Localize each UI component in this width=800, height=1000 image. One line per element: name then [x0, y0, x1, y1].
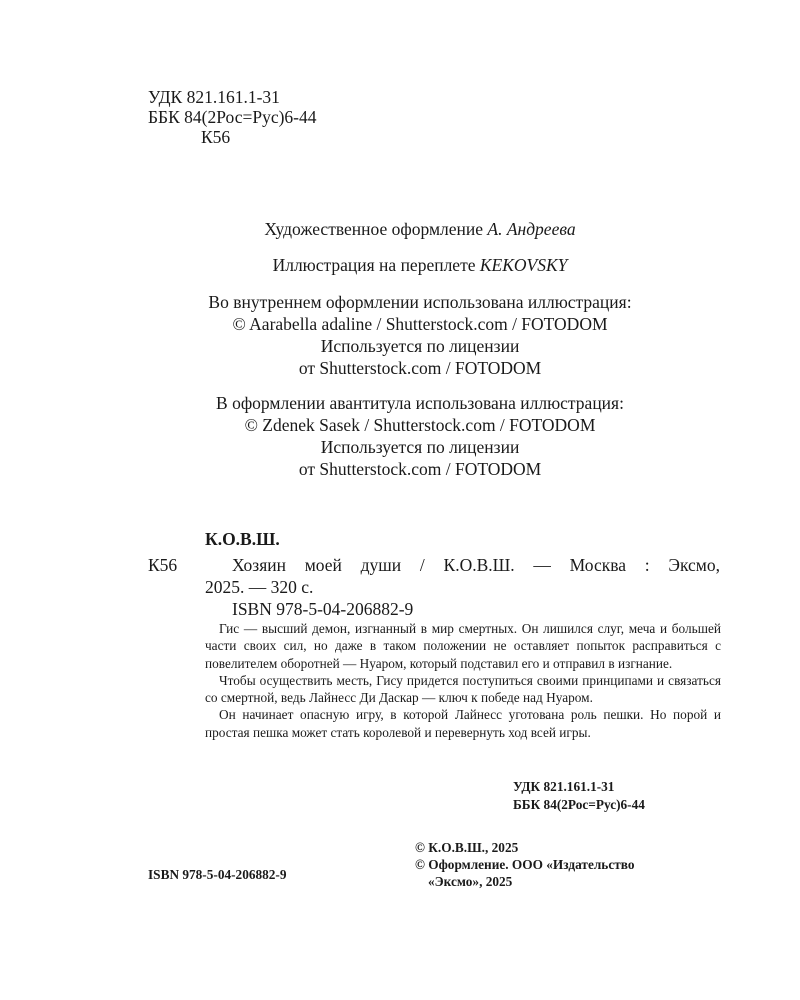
half-title-credit-line: © Zdenek Sasek / Shutterstock.com / FOTODOM [244, 415, 596, 435]
annotation-paragraph: Он начинает опасную игру, в которой Лайнесс уготована роль пешки. Но порой и простая пешка может стать королевой и перевернуть ход всей игры. [205, 707, 721, 740]
cover-credit-name: KEKOVSKY [479, 255, 568, 275]
udk-code: УДК 821.161.1-31 [148, 87, 280, 107]
bbk-code: ББК 84(2Рос=Рус)6-44 [148, 107, 317, 127]
design-credit [120, 218, 720, 240]
half-title-credit-line: Используется по лицензии [320, 437, 520, 457]
catalog-mark: К56 [148, 555, 178, 575]
catalog-author: К.О.В.Ш. [205, 529, 280, 549]
interior-credit-line: Во внутреннем оформлении использована иллюстрация: [208, 292, 632, 312]
copyright-design-cont: «Эксмо», 2025 [428, 874, 513, 889]
footer-isbn: ISBN 978-5-04-206882-9 [148, 867, 287, 882]
catalog-isbn: ISBN 978-5-04-206882-9 [232, 599, 414, 619]
catalog-description: Хозяин моей души / К.О.В.Ш. — Москва : Эксмо, [232, 555, 720, 575]
annotation-paragraph: Гис — высший демон, изгнанный в мир смертных. Он лишился слуг, меча и большей части своих сил, но даже в таком положении не оставляет попыток расправиться с повелителем оборотней — Нуаром, который подставил его и отправил в изгнание. [205, 621, 721, 671]
cover-credit-label: Иллюстрация на переплете [272, 255, 480, 275]
author-mark: К56 [201, 127, 231, 147]
interior-credit-line: © Aarabella adaline / Shutterstock.com / FOTODOM [232, 314, 608, 334]
half-title-credit-line: от Shutterstock.com / FOTODOM [298, 459, 542, 479]
cover-credit [120, 254, 720, 276]
catalog-udk: УДК 821.161.1-31 [513, 779, 615, 794]
half-title-credit-line: В оформлении авантитула использована иллюстрация: [216, 393, 624, 413]
design-credit-name: А. Андреева [487, 219, 576, 239]
annotation-paragraph: Чтобы осуществить месть, Гису придется поступиться своими принципами и связаться со смертной, ведь Лайнесс Ди Даскар — ключ к победе над Нуаром. [205, 672, 721, 706]
copyright-design: © Оформление. ООО «Издательство [415, 857, 635, 872]
design-credit-label: Художественное оформление [264, 219, 488, 239]
catalog-description-cont: 2025. — 320 с. [205, 577, 314, 597]
interior-credit-line: от Shutterstock.com / FOTODOM [298, 358, 542, 378]
interior-credit-line: Используется по лицензии [320, 336, 520, 356]
catalog-bbk: ББК 84(2Рос=Рус)6-44 [513, 797, 645, 812]
copyright-author: © К.О.В.Ш., 2025 [415, 840, 519, 855]
annotation [205, 620, 721, 741]
